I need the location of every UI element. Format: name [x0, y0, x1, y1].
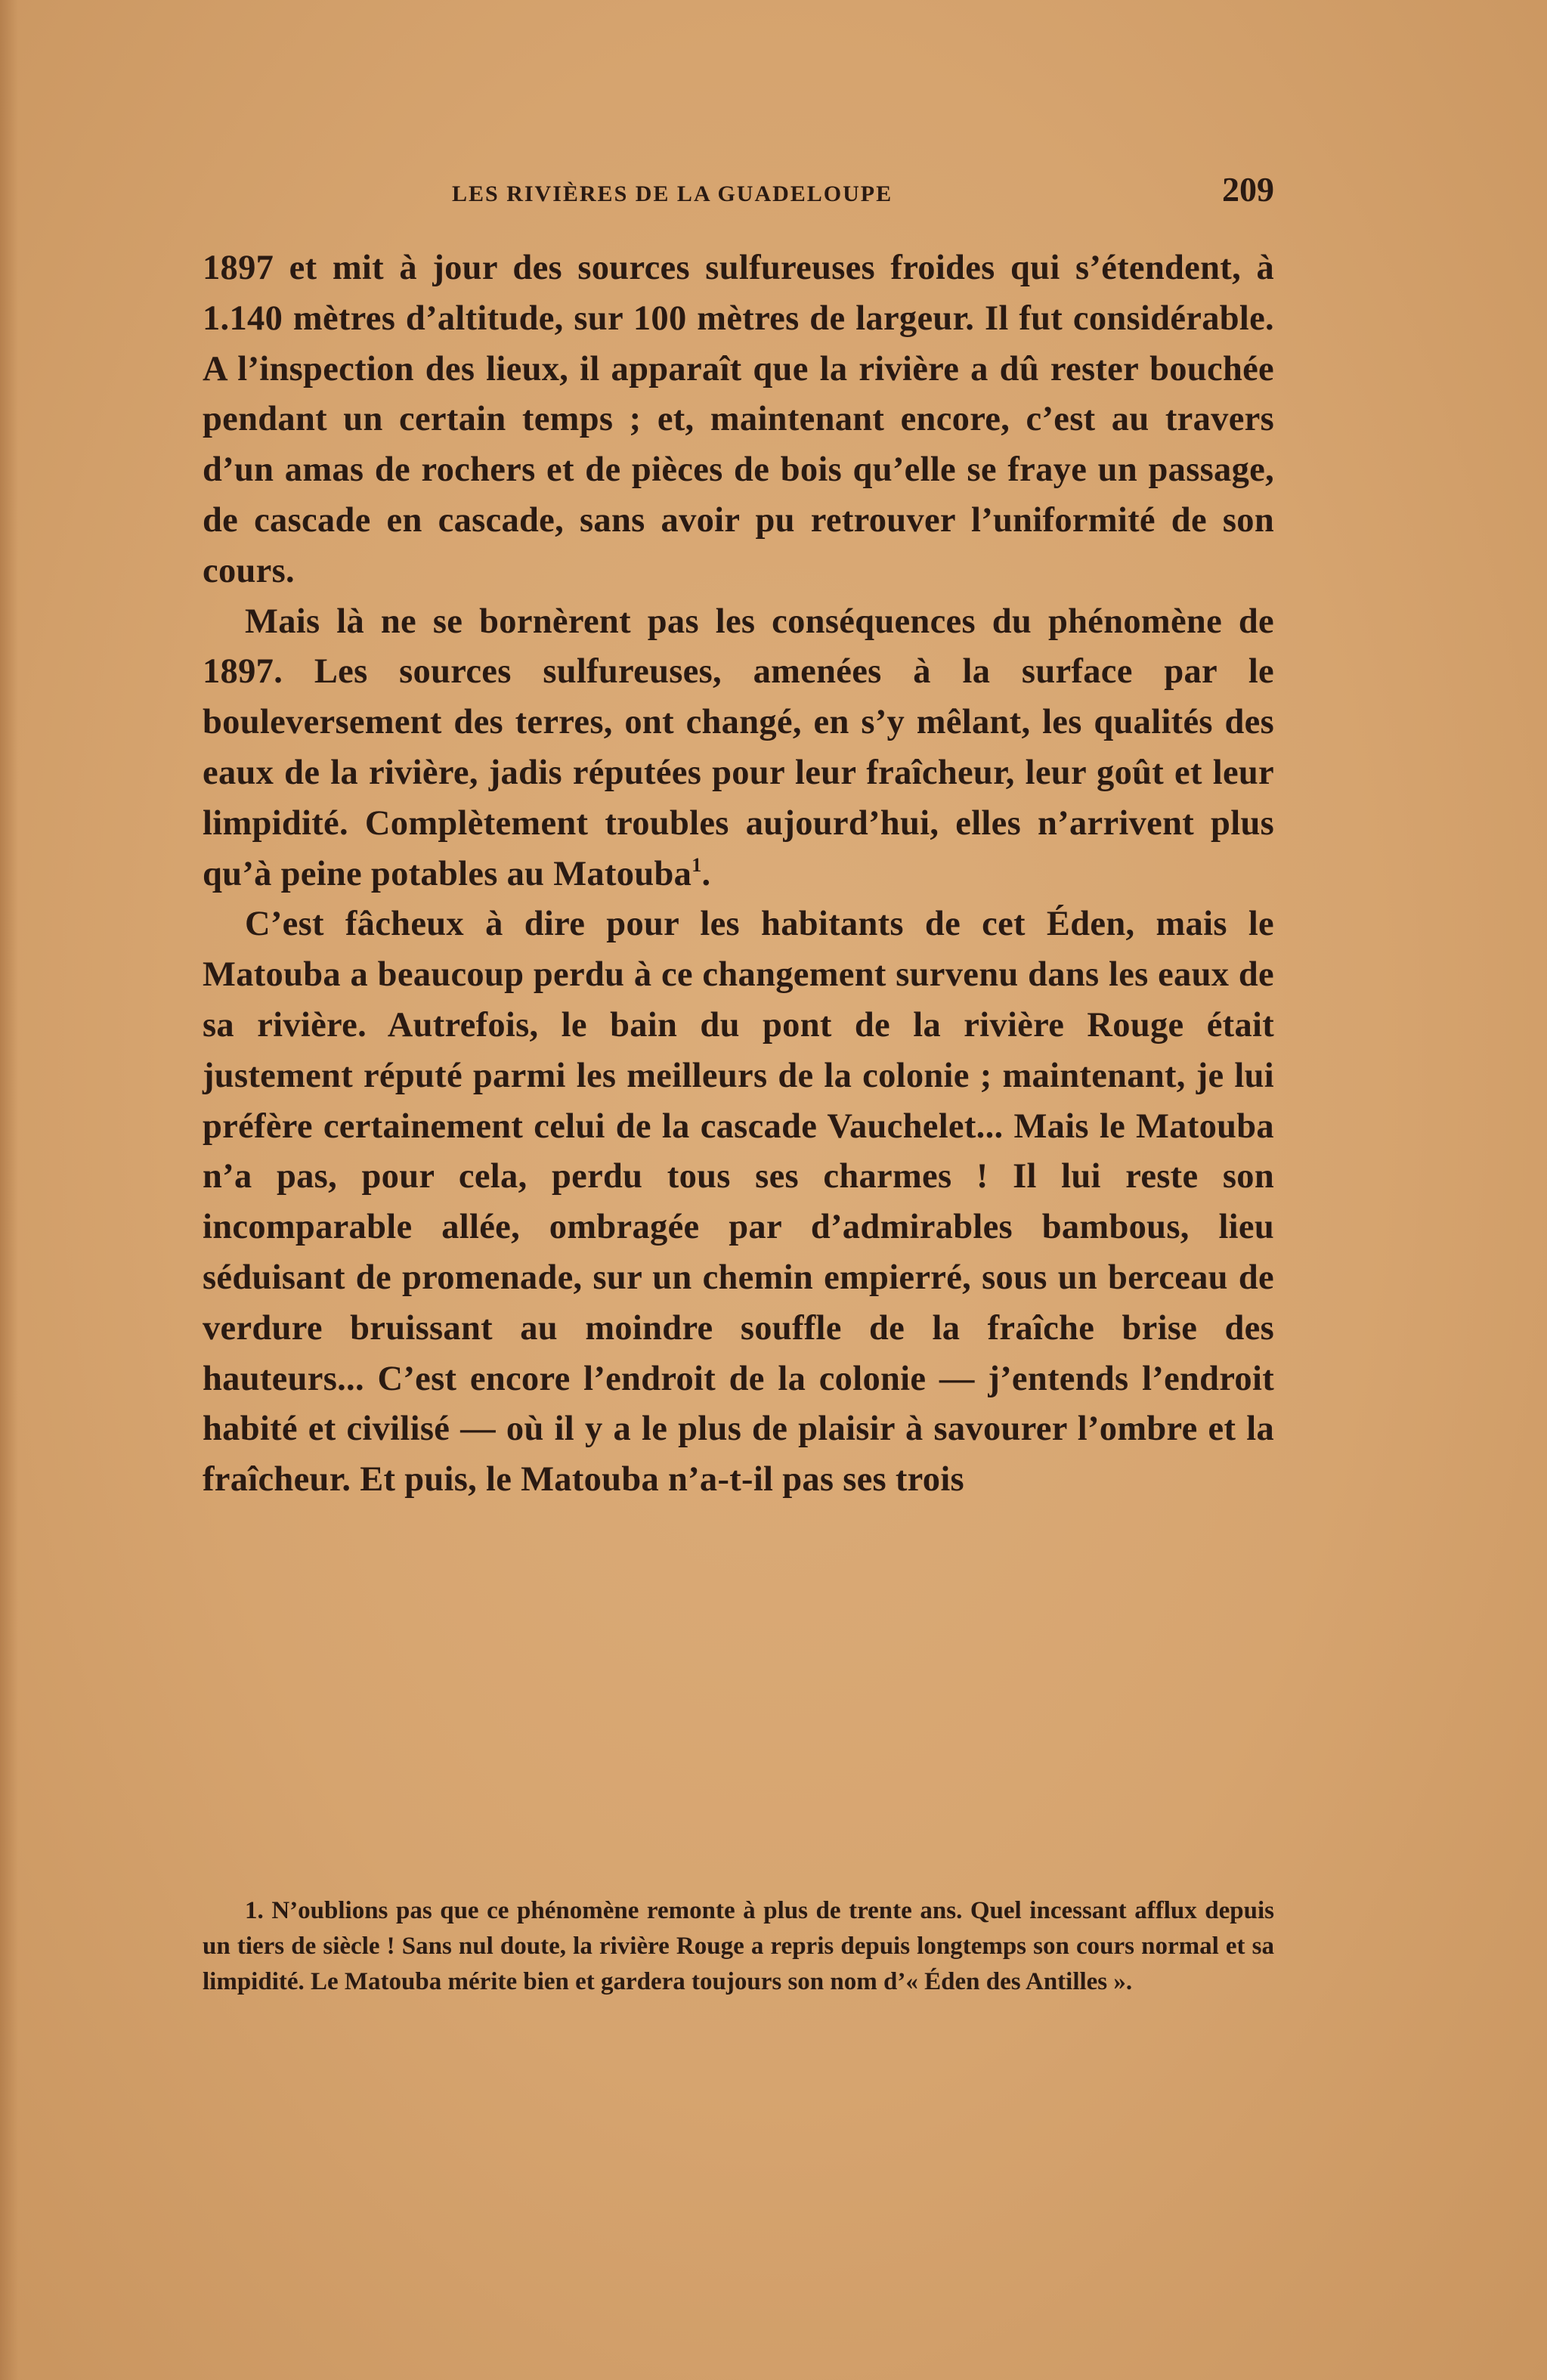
paragraph-1 — [203, 243, 1274, 597]
running-title: LES RIVIÈRES DE LA GUADELOUPE — [452, 181, 893, 206]
paragraph-2-end: . — [701, 854, 711, 893]
page-edge-shadow — [0, 0, 18, 2380]
paragraph-1-text: 1897 et mit à jour des sources sulfureuses froides qui s’étendent, à 1.140 mètres d’altitude, sur 100 mètres de largeur. Il fut considérable. A l’inspection des lieux, il apparaît que la rivière a dû rester bouchée pendant un certain temps ; et, maintenant encore, c’est au travers d’un amas de rochers et de pièces de bois qu’elle se fraye un passage, de cascade en cascade, sans avoir pu retrouver l’uniformité de son cours. — [203, 249, 1274, 590]
paragraph-3 — [203, 899, 1274, 1506]
footnote-1 — [203, 1893, 1274, 2000]
footnote-reference: 1 — [692, 853, 702, 876]
running-head — [203, 170, 1274, 213]
footnote-text: N’oublions pas que ce phénomène remonte à plus de trente ans. Quel incessant afflux depuis un tiers de siècle ! Sans nul doute, la rivière Rouge a repris depuis longtemps son cours normal et sa limpidité. Le Matouba mérite bien et gardera toujours son nom d’« Éden des Antilles ». — [203, 1897, 1275, 1995]
footnote-number: 1. — [245, 1897, 264, 1924]
paragraph-3-text: C’est fâcheux à dire pour les habitants de cet Éden, mais le Matouba a beaucoup perdu à ce changement survenu dans les eaux de sa rivière. Autrefois, le bain du pont de la rivière Rouge était justement réputé parmi les meilleurs de la colonie ; maintenant, je lui préfère certainement celui de la cascade Vauchelet... Mais le Matouba n’a pas, pour cela, perdu tous ses charmes ! Il lui reste son incomparable allée, ombragée par d’admirables bambous, lieu séduisant de promenade, sur un chemin empierré, sous un berceau de verdure bruissant au moindre souffle de la fraîche brise des hauteurs... C’est encore l’endroit de la colonie — j’entends l’endroit habité et civilisé — où il y a le plus de plaisir à savourer l’ombre et la fraîcheur. Et puis, le Matouba n’a-t-il pas ses trois — [203, 905, 1274, 1499]
paragraph-2 — [203, 597, 1274, 900]
page-number: 209 — [1222, 170, 1274, 209]
paragraph-2-text: Mais là ne se bornèrent pas les conséquences du phénomène de 1897. Les sources sulfureuses, amenées à la surface par le bouleversement des terres, ont changé, en s’y mêlant, les qualités des eaux de la rivière, jadis réputées pour leur fraîcheur, leur goût et leur limpidité. Complètement troubles aujourd’hui, elles n’arrivent plus qu’à peine potables au Matouba — [203, 602, 1274, 893]
footnotes — [203, 1893, 1274, 2000]
body-text — [203, 243, 1274, 1506]
